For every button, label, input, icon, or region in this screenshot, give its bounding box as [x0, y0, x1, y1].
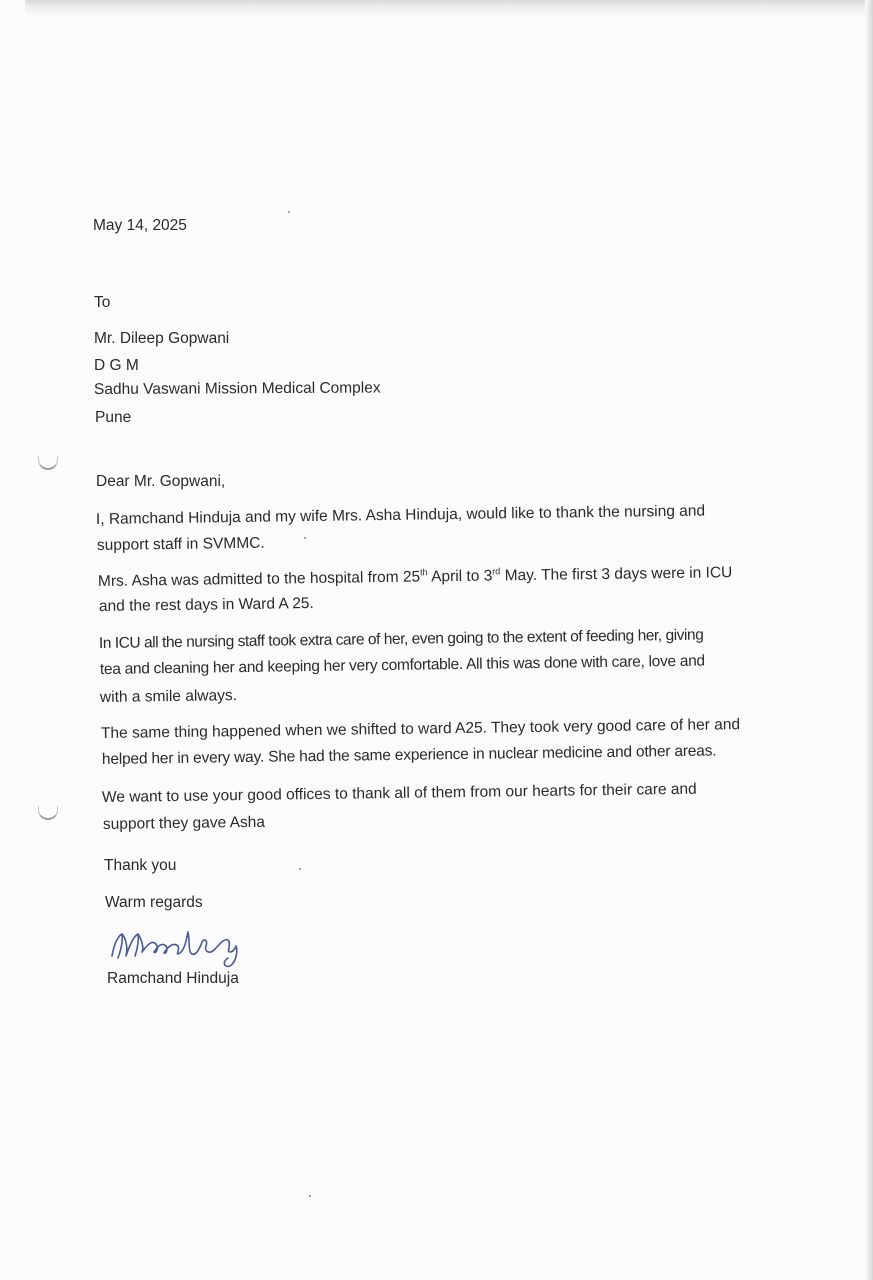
letter-date: May 14, 2025	[93, 217, 187, 234]
scan-edge-shadow-right	[865, 0, 873, 1280]
salutation: Dear Mr. Gopwani,	[96, 473, 226, 490]
paragraph-3-line-1: In ICU all the nursing staff took extra care of her, even going to the extent of feeding her, giving	[98, 626, 704, 652]
paragraph-4-line-1: The same thing happened when we shifted to ward A25. They took very good care of her and	[100, 716, 741, 742]
scan-edge-shadow-top	[25, 0, 865, 16]
recipient-city: Pune	[95, 409, 132, 426]
scan-speck	[288, 211, 290, 213]
paragraph-3-line-3: with a smile always.	[99, 687, 238, 706]
sender-name: Ramchand Hinduja	[107, 970, 239, 987]
scan-speck	[309, 1195, 311, 1197]
recipient-title: D G M	[94, 357, 139, 374]
paragraph-5-line-1: We want to use your good offices to thank all of them from our hearts for their care and	[101, 780, 697, 806]
to-label: To	[94, 294, 111, 311]
closing-regards: Warm regards	[105, 894, 203, 911]
paragraph-2-line-1: Mrs. Asha was admitted to the hospital from 25th April to 3rd May. The first 3 days were in ICU	[97, 564, 733, 590]
paragraph-4-line-2: helped her in every way. She had the same experience in nuclear medicine and other areas.	[101, 742, 717, 768]
punch-hole-mark	[38, 456, 58, 470]
paragraph-1-line-1: I, Ramchand Hinduja and my wife Mrs. Asha Hinduja, would like to thank the nursing and	[95, 502, 706, 528]
paragraph-5-line-2: support they gave Asha	[102, 813, 266, 833]
scan-speck	[304, 537, 306, 539]
paragraph-2-line-2: and the rest days in Ward A 25.	[98, 595, 314, 615]
recipient-name: Mr. Dileep Gopwani	[94, 330, 230, 347]
paragraph-1-line-2: support staff in SVMMC.	[96, 534, 265, 554]
handwritten-signature	[104, 922, 254, 968]
closing-thanks: Thank you	[104, 857, 177, 874]
punch-hole-mark	[38, 806, 58, 820]
recipient-organization: Sadhu Vaswani Mission Medical Complex	[93, 379, 381, 398]
paragraph-3-line-2: tea and cleaning her and keeping her very comfortable. All this was done with care, love and	[99, 652, 705, 678]
scan-speck	[299, 868, 301, 870]
